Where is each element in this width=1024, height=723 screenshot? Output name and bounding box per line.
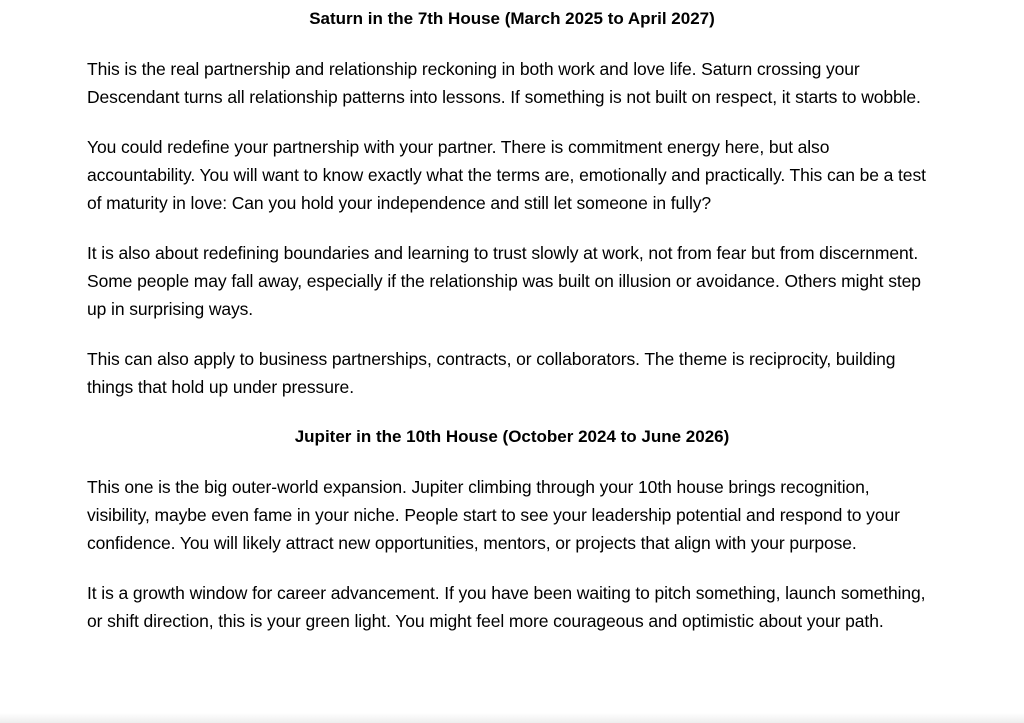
section-heading-jupiter: Jupiter in the 10th House (October 2024 to June 2026) (294, 427, 730, 446)
paragraph: You could redefine your partnership with your partner. There is commitment energy here, but also accountability. You will want to know exactly what the terms are, emotionally and practically. This can be a test of maturity in love: Can you hold your independence and still let someone in fully? (87, 137, 926, 213)
document-body (87, 0, 937, 635)
paragraph: This is the real partnership and relationship reckoning in both work and love life. Saturn crossing your Descendant turns all relationship patterns into lessons. If something is not built on respect, it starts to wobble. (87, 59, 921, 107)
section-heading-saturn: Saturn in the 7th House (March 2025 to April 2027) (309, 9, 715, 28)
paragraph: This can also apply to business partnerships, contracts, or collaborators. The theme is reciprocity, building things that hold up under pressure. (87, 349, 896, 397)
paragraph: This one is the big outer-world expansion. Jupiter climbing through your 10th house brings recognition, visibility, maybe even fame in your niche. People start to see your leadership potential and respond to your confidence. You will likely attract new opportunities, mentors, or projects that align with your purpose. (87, 477, 900, 553)
paragraph: It is also about redefining boundaries and learning to trust slowly at work, not from fear but from discernment. Some people may fall away, especially if the relationship was built on illusion or avoidance. Others might step up in surprising ways. (87, 243, 921, 319)
bottom-edge-shadow (0, 713, 1024, 723)
paragraph: It is a growth window for career advancement. If you have been waiting to pitch something, launch something, or shift direction, this is your green light. You might feel more courageous and optimistic about your path. (87, 583, 926, 631)
